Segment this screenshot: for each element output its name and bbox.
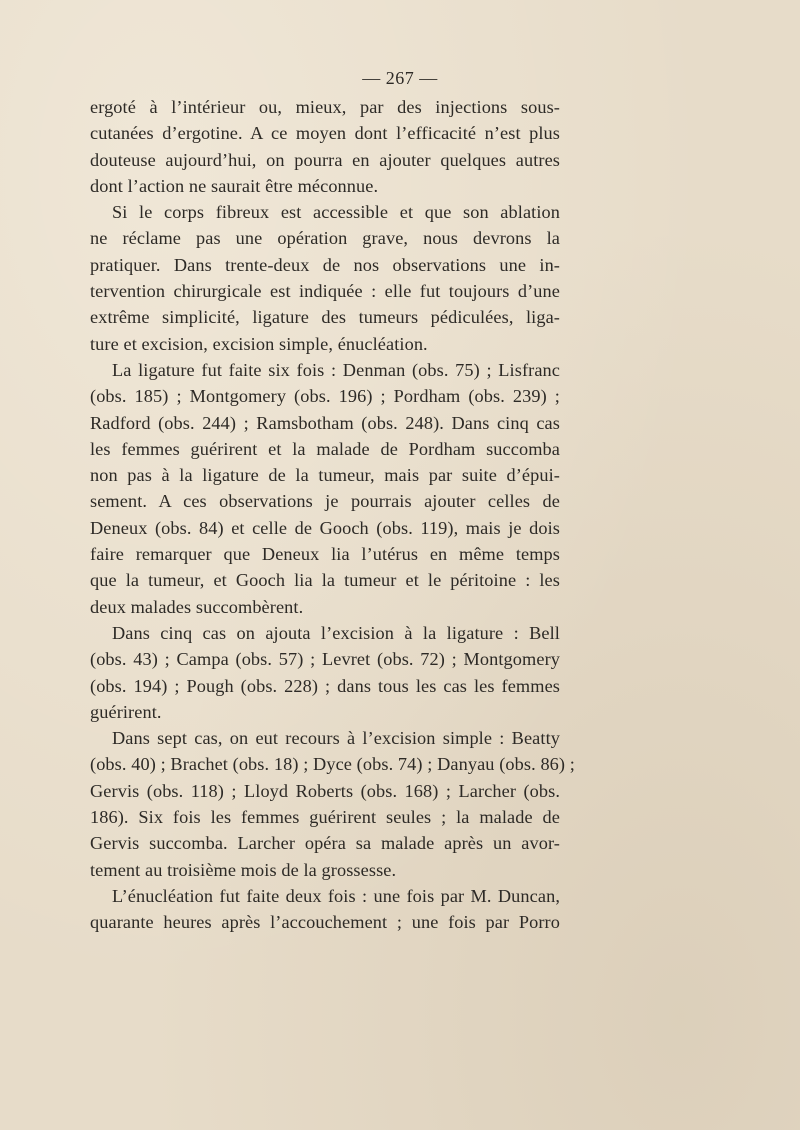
text-line: deux malades succombèrent.: [90, 596, 304, 617]
text-line: (obs. 185) ; Montgomery (obs. 196) ; Pordham (obs. 239) ;: [90, 386, 560, 407]
text-line: cutanées d’ergotine. A ce moyen dont l’efficacité n’est plus: [90, 123, 560, 144]
text-line: Gervis succomba. Larcher opéra sa malade après un avor-: [90, 833, 560, 854]
text-line: guérirent.: [90, 701, 162, 722]
text-line: Dans sept cas, on eut recours à l’excision simple : Beatty: [112, 728, 560, 749]
text-line: quarante heures après l’accouchement ; une fois par Porro: [90, 912, 560, 933]
text-line: que la tumeur, et Gooch lia la tumeur et le péritoine : les: [90, 570, 560, 591]
text-line: Si le corps fibreux est accessible et que son ablation: [112, 202, 560, 223]
text-line: sement. A ces observations je pourrais ajouter celles de: [90, 491, 560, 512]
text-line: douteuse aujourd’hui, on pourra en ajouter quelques autres: [90, 149, 560, 170]
text-line: La ligature fut faite six fois : Denman (obs. 75) ; Lisfranc: [112, 359, 560, 380]
text-line: dont l’action ne saurait être méconnue.: [90, 175, 379, 196]
text-line: (obs. 40) ; Brachet (obs. 18) ; Dyce (obs. 74) ; Danyau (obs. 86) ;: [90, 754, 575, 775]
text-line: ergoté à l’intérieur ou, mieux, par des injections sous-: [90, 97, 560, 117]
text-line: non pas à la ligature de la tumeur, mais par suite d’épui-: [90, 465, 560, 486]
text-line: Deneux (obs. 84) et celle de Gooch (obs. 119), mais je dois: [90, 517, 560, 538]
text-line: pratiquer. Dans trente-deux de nos observations une in-: [90, 254, 560, 275]
text-line: faire remarquer que Deneux lia l’utérus en même temps: [90, 544, 560, 565]
text-line: les femmes guérirent et la malade de Pordham succomba: [90, 438, 560, 459]
text-line: (obs. 43) ; Campa (obs. 57) ; Levret (obs. 72) ; Montgomery: [90, 649, 560, 670]
text-line: Radford (obs. 244) ; Ramsbotham (obs. 248). Dans cinq cas: [90, 412, 560, 433]
text-line: extrême simplicité, ligature des tumeurs pédiculées, liga-: [90, 307, 560, 328]
text-line: tervention chirurgicale est indiquée : elle fut toujours d’une: [90, 281, 560, 302]
text-line: (obs. 194) ; Pough (obs. 228) ; dans tous les cas les femmes: [90, 675, 560, 696]
text-line: Dans cinq cas on ajouta l’excision à la ligature : Bell: [112, 622, 560, 643]
text-line: ne réclame pas une opération grave, nous devrons la: [90, 228, 560, 249]
text-line: Gervis (obs. 118) ; Lloyd Roberts (obs. 168) ; Larcher (obs.: [90, 780, 560, 801]
text-line: L’énucléation fut faite deux fois : une fois par M. Duncan,: [112, 885, 560, 906]
text-line: ture et excision, excision simple, énucléation.: [90, 333, 428, 354]
text-line: tement au troisième mois de la grossesse.: [90, 859, 397, 880]
page-number: — 267 —: [362, 68, 438, 88]
body-text: [90, 94, 575, 936]
text-line: 186). Six fois les femmes guérirent seules ; la malade de: [90, 807, 560, 828]
